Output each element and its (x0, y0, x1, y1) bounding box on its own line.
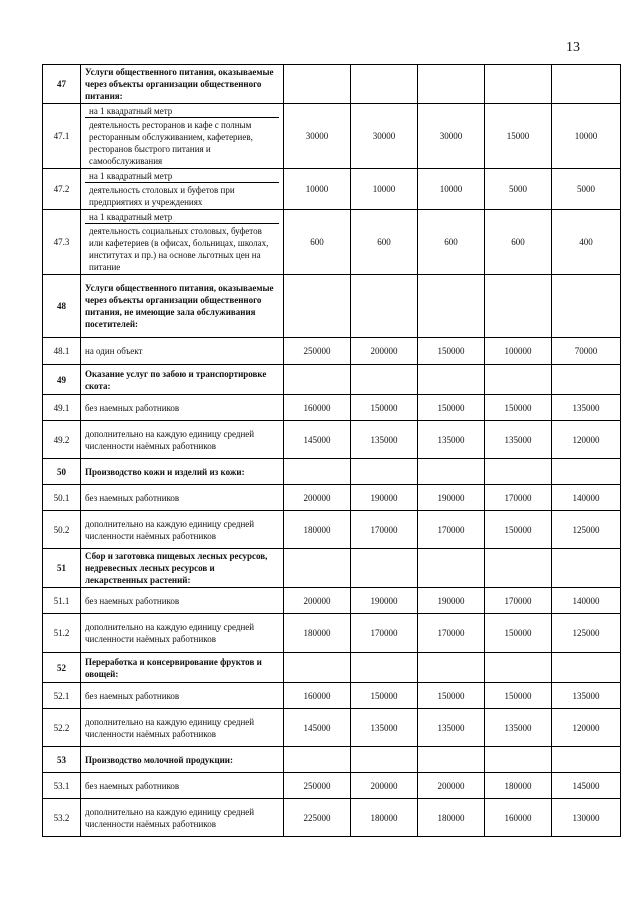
rate-value-1 (284, 65, 351, 104)
row-number: 47 (43, 65, 81, 104)
table-row (43, 210, 621, 275)
rate-value-2: 180000 (351, 799, 418, 837)
rate-value-3 (418, 65, 485, 104)
rate-value-4: 170000 (485, 485, 552, 511)
activity-label: дополнительно на каждую единицу средней численности наёмных работников (81, 421, 284, 459)
rate-value-3: 135000 (418, 709, 485, 747)
table-row (43, 485, 621, 511)
activity-label: дополнительно на каждую единицу средней численности наёмных работников (81, 709, 284, 747)
rate-value-1: 10000 (284, 169, 351, 210)
rate-value-2: 30000 (351, 104, 418, 169)
rate-value-5: 70000 (552, 338, 621, 365)
section-title: Переработка и консервирование фруктов и овощей: (81, 653, 284, 683)
section-row (43, 65, 621, 104)
rate-value-3: 200000 (418, 773, 485, 799)
rate-value-3 (418, 459, 485, 485)
row-description (81, 169, 284, 210)
rate-value-1: 180000 (284, 511, 351, 549)
rate-value-5: 5000 (552, 169, 621, 210)
rate-value-2: 190000 (351, 485, 418, 511)
rate-value-1: 250000 (284, 773, 351, 799)
rate-value-3: 135000 (418, 421, 485, 459)
table-row (43, 169, 621, 210)
row-number: 52 (43, 653, 81, 683)
activity-label: без наемных работников (81, 485, 284, 511)
row-number: 52.1 (43, 683, 81, 709)
rate-value-4: 150000 (485, 614, 552, 653)
unit-label: на 1 квадратный метр (85, 169, 279, 183)
table-row (43, 338, 621, 365)
row-number: 51.1 (43, 588, 81, 614)
rate-value-5: 145000 (552, 773, 621, 799)
row-description (81, 210, 284, 275)
rate-value-5: 120000 (552, 421, 621, 459)
activity-label: без наемных работников (81, 773, 284, 799)
row-number: 50 (43, 459, 81, 485)
rate-value-2: 200000 (351, 773, 418, 799)
table-row (43, 799, 621, 837)
section-title: Производство молочной продукции: (81, 747, 284, 773)
rate-value-2: 135000 (351, 709, 418, 747)
rate-value-3: 150000 (418, 683, 485, 709)
section-title: Услуги общественного питания, оказываемые через объекты организации общественного питания, не имеющие зала обслуживания посетителей: (81, 275, 284, 338)
rate-value-5: 125000 (552, 614, 621, 653)
rate-value-5 (552, 747, 621, 773)
rate-value-3 (418, 653, 485, 683)
activity-label: деятельность ресторанов и кафе с полным ресторанным обслуживанием, кафетериев, ресторанов быстрого питания и самообслуживания (89, 120, 253, 166)
section-title: Услуги общественного питания, оказываемые через объекты организации общественного питания: (81, 65, 284, 104)
rate-value-5 (552, 459, 621, 485)
rate-value-4 (485, 365, 552, 395)
rate-value-3: 170000 (418, 511, 485, 549)
rate-value-2 (351, 549, 418, 588)
row-description (81, 104, 284, 169)
rate-value-1 (284, 365, 351, 395)
rate-value-1: 250000 (284, 338, 351, 365)
unit-label: на 1 квадратный метр (85, 104, 279, 118)
activity-label: дополнительно на каждую единицу средней численности наёмных работников (81, 614, 284, 653)
rate-value-1: 180000 (284, 614, 351, 653)
rate-value-2: 600 (351, 210, 418, 275)
table-row (43, 773, 621, 799)
table-body (43, 65, 621, 837)
rate-value-4 (485, 747, 552, 773)
rate-value-1 (284, 653, 351, 683)
section-title: Производство кожи и изделий из кожи: (81, 459, 284, 485)
section-row (43, 459, 621, 485)
rate-value-2 (351, 459, 418, 485)
section-title: Оказание услуг по забою и транспортировке скота: (81, 365, 284, 395)
rate-value-2: 170000 (351, 511, 418, 549)
rate-value-5: 140000 (552, 588, 621, 614)
rate-value-5: 10000 (552, 104, 621, 169)
section-row (43, 747, 621, 773)
table-row (43, 421, 621, 459)
row-number: 53.1 (43, 773, 81, 799)
activity-label: дополнительно на каждую единицу средней численности наёмных работников (81, 799, 284, 837)
rate-value-4 (485, 65, 552, 104)
rate-value-1 (284, 747, 351, 773)
activity-label: на один объект (81, 338, 284, 365)
table-row (43, 588, 621, 614)
rate-value-2: 190000 (351, 588, 418, 614)
row-number: 49.1 (43, 395, 81, 421)
activity-label: дополнительно на каждую единицу средней численности наёмных работников (81, 511, 284, 549)
rate-value-5 (552, 549, 621, 588)
rate-value-4: 160000 (485, 799, 552, 837)
rate-value-3: 190000 (418, 588, 485, 614)
row-number: 47.1 (43, 104, 81, 169)
rate-value-1: 160000 (284, 683, 351, 709)
rate-value-1: 200000 (284, 485, 351, 511)
rate-value-2: 170000 (351, 614, 418, 653)
row-number: 47.3 (43, 210, 81, 275)
rate-value-3: 180000 (418, 799, 485, 837)
rate-value-5 (552, 653, 621, 683)
rate-value-1 (284, 275, 351, 338)
rate-value-3 (418, 275, 485, 338)
section-title: Сбор и заготовка пищевых лесных ресурсов, недревесных лесных ресурсов и лекарственных растений: (81, 549, 284, 588)
row-number: 48 (43, 275, 81, 338)
rate-value-2 (351, 747, 418, 773)
row-number: 53.2 (43, 799, 81, 837)
activity-label: без наемных работников (81, 588, 284, 614)
table-row (43, 104, 621, 169)
row-number: 47.2 (43, 169, 81, 210)
rate-value-4 (485, 653, 552, 683)
rate-value-4 (485, 459, 552, 485)
row-number: 49 (43, 365, 81, 395)
rate-value-2: 150000 (351, 395, 418, 421)
activity-label: без наемных работников (81, 683, 284, 709)
rate-value-3: 170000 (418, 614, 485, 653)
rate-value-4: 135000 (485, 709, 552, 747)
rate-value-4: 135000 (485, 421, 552, 459)
section-row (43, 653, 621, 683)
rate-value-4: 100000 (485, 338, 552, 365)
rate-value-3 (418, 747, 485, 773)
rate-value-4: 15000 (485, 104, 552, 169)
rate-value-2: 200000 (351, 338, 418, 365)
rate-value-3: 150000 (418, 395, 485, 421)
rate-value-3: 190000 (418, 485, 485, 511)
rate-value-5: 120000 (552, 709, 621, 747)
rate-value-5: 135000 (552, 683, 621, 709)
rate-value-3: 150000 (418, 338, 485, 365)
rate-value-3: 30000 (418, 104, 485, 169)
rate-value-1: 30000 (284, 104, 351, 169)
unit-label: на 1 квадратный метр (85, 210, 279, 224)
rate-value-5 (552, 365, 621, 395)
rate-value-4: 170000 (485, 588, 552, 614)
rate-value-4: 150000 (485, 511, 552, 549)
rate-value-2 (351, 65, 418, 104)
rate-value-2 (351, 275, 418, 338)
rate-value-5: 135000 (552, 395, 621, 421)
row-number: 48.1 (43, 338, 81, 365)
section-row (43, 549, 621, 588)
rate-value-1: 145000 (284, 421, 351, 459)
rate-value-4: 5000 (485, 169, 552, 210)
rate-value-5 (552, 275, 621, 338)
rate-value-1: 200000 (284, 588, 351, 614)
page-number: 13 (566, 40, 580, 55)
row-number: 51.2 (43, 614, 81, 653)
section-row (43, 365, 621, 395)
rate-value-3: 600 (418, 210, 485, 275)
rate-value-4: 180000 (485, 773, 552, 799)
row-number: 52.2 (43, 709, 81, 747)
rate-value-4 (485, 549, 552, 588)
table-row (43, 511, 621, 549)
rate-value-3: 10000 (418, 169, 485, 210)
rate-value-1 (284, 549, 351, 588)
rate-value-4: 600 (485, 210, 552, 275)
section-row (43, 275, 621, 338)
row-number: 53 (43, 747, 81, 773)
rate-value-2: 10000 (351, 169, 418, 210)
rate-value-3 (418, 365, 485, 395)
rate-value-5: 140000 (552, 485, 621, 511)
rate-value-2: 150000 (351, 683, 418, 709)
rate-value-4 (485, 275, 552, 338)
rate-value-4: 150000 (485, 683, 552, 709)
tax-rates-table (42, 64, 621, 837)
table-row (43, 709, 621, 747)
row-number: 51 (43, 549, 81, 588)
activity-label: деятельность столовых и буфетов при предприятиях и учреждениях (89, 185, 235, 207)
rate-value-2 (351, 365, 418, 395)
rate-value-4: 150000 (485, 395, 552, 421)
activity-label: без наемных работников (81, 395, 284, 421)
table-row (43, 395, 621, 421)
rate-value-1 (284, 459, 351, 485)
rate-value-5 (552, 65, 621, 104)
rate-value-1: 145000 (284, 709, 351, 747)
rate-value-3 (418, 549, 485, 588)
rate-value-5: 130000 (552, 799, 621, 837)
table-row (43, 614, 621, 653)
row-number: 49.2 (43, 421, 81, 459)
rate-value-1: 225000 (284, 799, 351, 837)
rate-value-5: 400 (552, 210, 621, 275)
rate-value-1: 160000 (284, 395, 351, 421)
activity-label: деятельность социальных столовых, буфетов или кафетериев (в офисах, больницах, школах, институтах и пр.) на основе льготных цен на питание (89, 226, 269, 272)
rate-value-1: 600 (284, 210, 351, 275)
row-number: 50.1 (43, 485, 81, 511)
table-row (43, 683, 621, 709)
row-number: 50.2 (43, 511, 81, 549)
rate-value-2 (351, 653, 418, 683)
rate-value-5: 125000 (552, 511, 621, 549)
rate-value-2: 135000 (351, 421, 418, 459)
